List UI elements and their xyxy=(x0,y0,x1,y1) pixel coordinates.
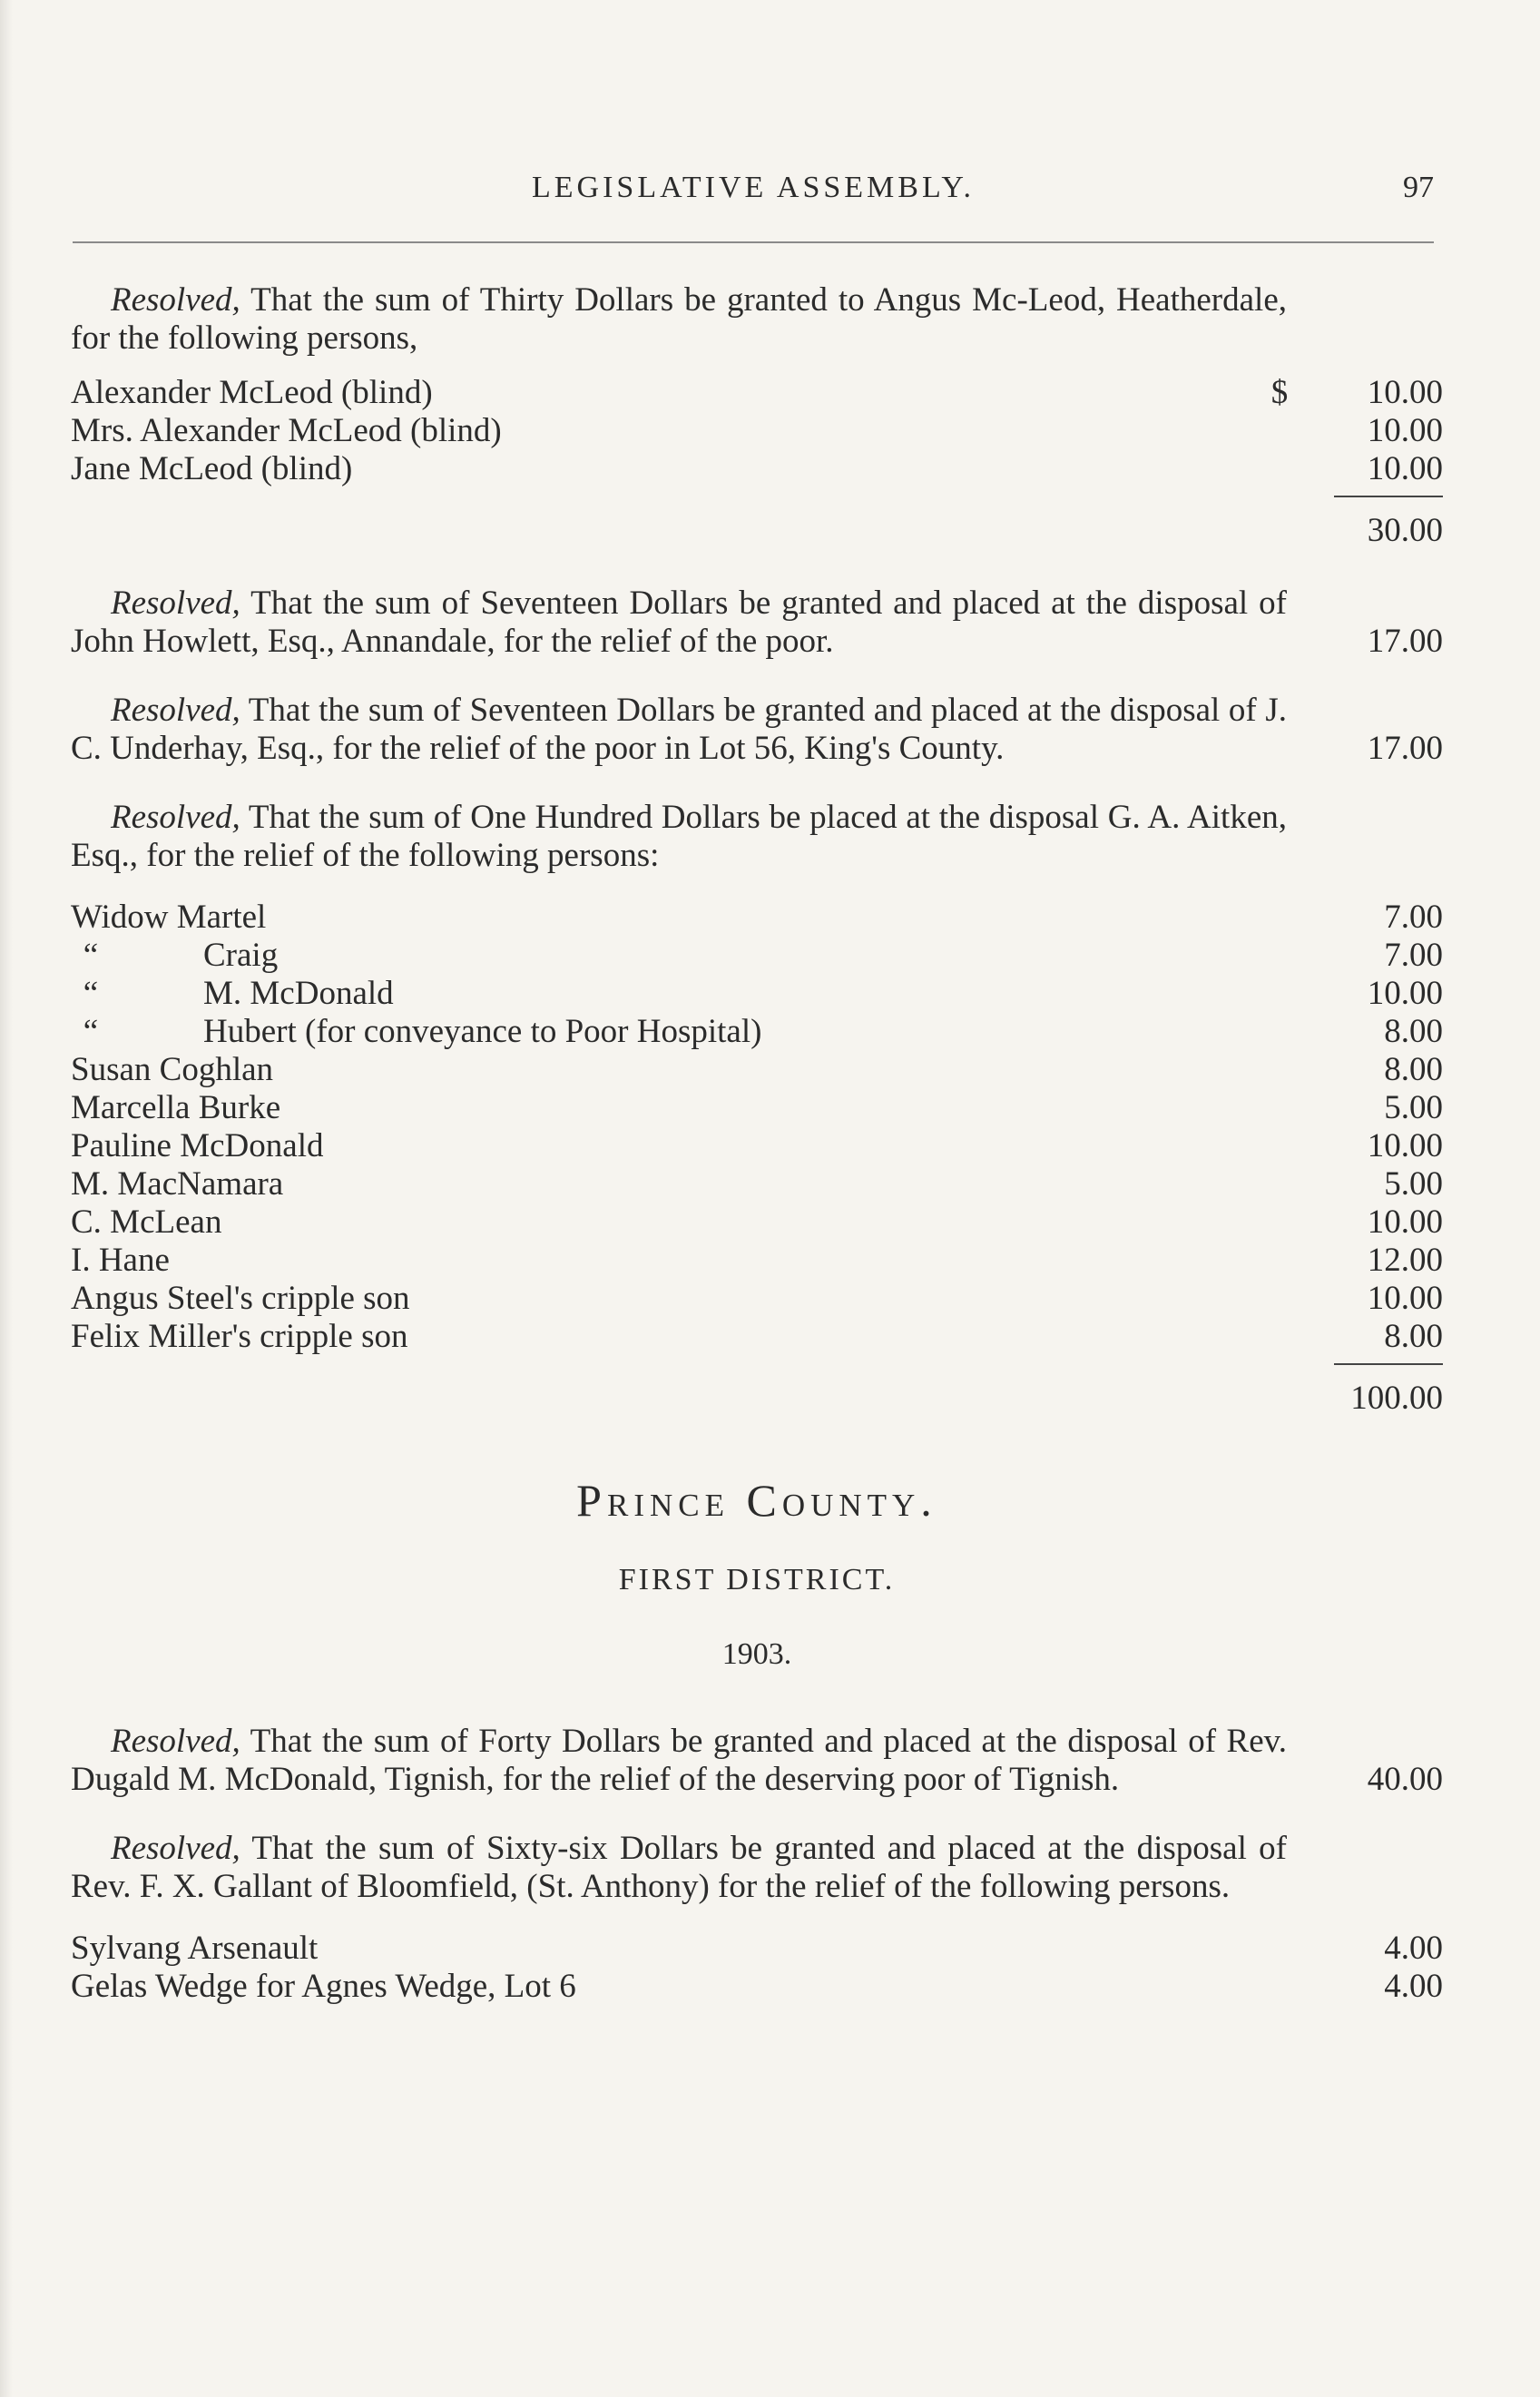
currency-sign: $ xyxy=(1270,374,1289,411)
resolved-lead: Resolved, xyxy=(111,1723,240,1760)
resolution-text xyxy=(71,692,1287,768)
total-rule xyxy=(71,1356,1443,1372)
subsection-title: FIRST DISTRICT. xyxy=(618,1563,896,1596)
ditto-mark: “ xyxy=(83,937,99,974)
resolution-body: That the sum of Sixty-six Dollars be granted and placed at the disposal of Rev. F. X. Gallant of Bloomfield, (St. Anthony) for the relief of the following persons. xyxy=(71,1830,1287,1905)
list-item xyxy=(71,899,1443,937)
beneficiary-list-mcleod xyxy=(71,374,1443,488)
amount: 17.00 xyxy=(1367,730,1443,767)
list-item xyxy=(71,937,1443,975)
total-amount: 30.00 xyxy=(1367,512,1443,549)
list-item xyxy=(71,1127,1443,1165)
list-item xyxy=(71,1165,1443,1203)
page-header xyxy=(73,171,1434,216)
list-item xyxy=(71,374,1443,412)
ditto-mark: “ xyxy=(83,1013,99,1050)
beneficiary-name: Felix Miller's cripple son xyxy=(71,1318,408,1355)
page-number: 97 xyxy=(1403,171,1434,204)
amount: 4.00 xyxy=(1384,1968,1443,2005)
year-heading: 1903. xyxy=(721,1637,792,1671)
beneficiary-list-gallant xyxy=(71,1930,1443,2006)
list-item xyxy=(71,412,1443,450)
section-title: Prince County. xyxy=(576,1475,937,1526)
list-item xyxy=(71,1203,1443,1242)
beneficiary-name: Craig xyxy=(203,937,279,974)
amount: 10.00 xyxy=(1367,374,1443,411)
total-amount: 100.00 xyxy=(1350,1380,1443,1417)
amount: 10.00 xyxy=(1367,1280,1443,1317)
list-item xyxy=(71,1051,1443,1089)
resolved-lead: Resolved, xyxy=(111,799,240,836)
resolution-text xyxy=(71,799,1287,875)
amount: 17.00 xyxy=(1367,623,1443,660)
list-item xyxy=(71,1242,1443,1280)
beneficiary-name: Pauline McDonald xyxy=(71,1127,324,1164)
amount: 10.00 xyxy=(1367,412,1443,449)
resolved-lead: Resolved, xyxy=(111,1830,240,1867)
resolution-gallant xyxy=(71,1830,1443,1906)
beneficiary-name: Susan Coghlan xyxy=(71,1051,274,1088)
amount: 40.00 xyxy=(1367,1761,1443,1798)
amount: 4.00 xyxy=(1384,1930,1443,1967)
total-row xyxy=(71,1372,1443,1425)
list-item xyxy=(71,450,1443,488)
amount: 8.00 xyxy=(1384,1051,1443,1088)
amount: 5.00 xyxy=(1384,1089,1443,1126)
amount: 10.00 xyxy=(1367,450,1443,487)
amount: 10.00 xyxy=(1367,1203,1443,1241)
resolution-body: That the sum of Thirty Dollars be granted to Angus Mc-Leod, Heatherdale, for the following persons, xyxy=(71,281,1287,357)
list-item xyxy=(71,1089,1443,1127)
beneficiary-name: Jane McLeod (blind) xyxy=(71,450,353,487)
beneficiary-name: M. McDonald xyxy=(203,975,394,1012)
page-edge xyxy=(0,0,13,2397)
list-item xyxy=(71,1930,1443,1968)
amount: 8.00 xyxy=(1384,1013,1443,1050)
total-row xyxy=(71,505,1443,557)
amount: 7.00 xyxy=(1384,899,1443,936)
beneficiary-list-aitken xyxy=(71,899,1443,1356)
header-rule xyxy=(73,241,1434,243)
beneficiary-name: Mrs. Alexander McLeod (blind) xyxy=(71,412,502,449)
list-item xyxy=(71,1280,1443,1318)
beneficiary-name: M. MacNamara xyxy=(71,1165,284,1203)
resolution-angus-mcleod xyxy=(71,281,1443,358)
resolution-body: That the sum of One Hundred Dollars be placed at the disposal G. A. Aitken, Esq., for the relief of the following persons: xyxy=(71,799,1287,874)
resolved-lead: Resolved, xyxy=(111,585,240,622)
beneficiary-name: Gelas Wedge for Agnes Wedge, Lot 6 xyxy=(71,1968,576,2005)
resolved-lead: Resolved, xyxy=(111,692,240,729)
resolution-text xyxy=(71,1723,1287,1799)
resolution-body: That the sum of Seventeen Dollars be granted and placed at the disposal of John Howlett, Esq., Annandale, for the relief of the poor. xyxy=(71,585,1287,660)
beneficiary-name: Hubert (for conveyance to Poor Hospital) xyxy=(203,1013,762,1050)
beneficiary-name: Alexander McLeod (blind) xyxy=(71,374,433,411)
resolution-body: That the sum of Seventeen Dollars be granted and placed at the disposal of J. C. Underhay, Esq., for the relief of the poor in Lot 56, King's County. xyxy=(71,692,1287,767)
resolution-text xyxy=(71,585,1287,661)
beneficiary-name: Widow Martel xyxy=(71,899,267,936)
amount: 10.00 xyxy=(1367,1127,1443,1164)
resolution-body: That the sum of Forty Dollars be granted and placed at the disposal of Rev. Dugald M. McDonald, Tignish, for the relief of the deserving poor of Tignish. xyxy=(71,1723,1287,1798)
beneficiary-name: Angus Steel's cripple son xyxy=(71,1280,410,1317)
amount: 8.00 xyxy=(1384,1318,1443,1355)
resolution-underhay xyxy=(71,692,1443,768)
list-item xyxy=(71,1013,1443,1051)
resolution-text xyxy=(71,1830,1287,1906)
resolution-dugald-mcdonald xyxy=(71,1723,1443,1799)
running-head: LEGISLATIVE ASSEMBLY. xyxy=(532,171,975,204)
resolution-john-howlett xyxy=(71,585,1443,661)
beneficiary-name: C. McLean xyxy=(71,1203,222,1241)
amount: 10.00 xyxy=(1367,975,1443,1012)
beneficiary-name: I. Hane xyxy=(71,1242,170,1279)
list-item xyxy=(71,1968,1443,2006)
resolved-lead: Resolved, xyxy=(111,281,240,319)
amount: 5.00 xyxy=(1384,1165,1443,1203)
resolution-text xyxy=(71,281,1287,358)
list-item xyxy=(71,975,1443,1013)
ditto-mark: “ xyxy=(83,975,99,1012)
page-content xyxy=(71,281,1443,2006)
amount: 12.00 xyxy=(1367,1242,1443,1279)
amount: 7.00 xyxy=(1384,937,1443,974)
beneficiary-name: Marcella Burke xyxy=(71,1089,281,1126)
resolution-aitken xyxy=(71,799,1443,875)
list-item xyxy=(71,1318,1443,1356)
total-rule xyxy=(71,488,1443,505)
beneficiary-name: Sylvang Arsenault xyxy=(71,1930,319,1967)
